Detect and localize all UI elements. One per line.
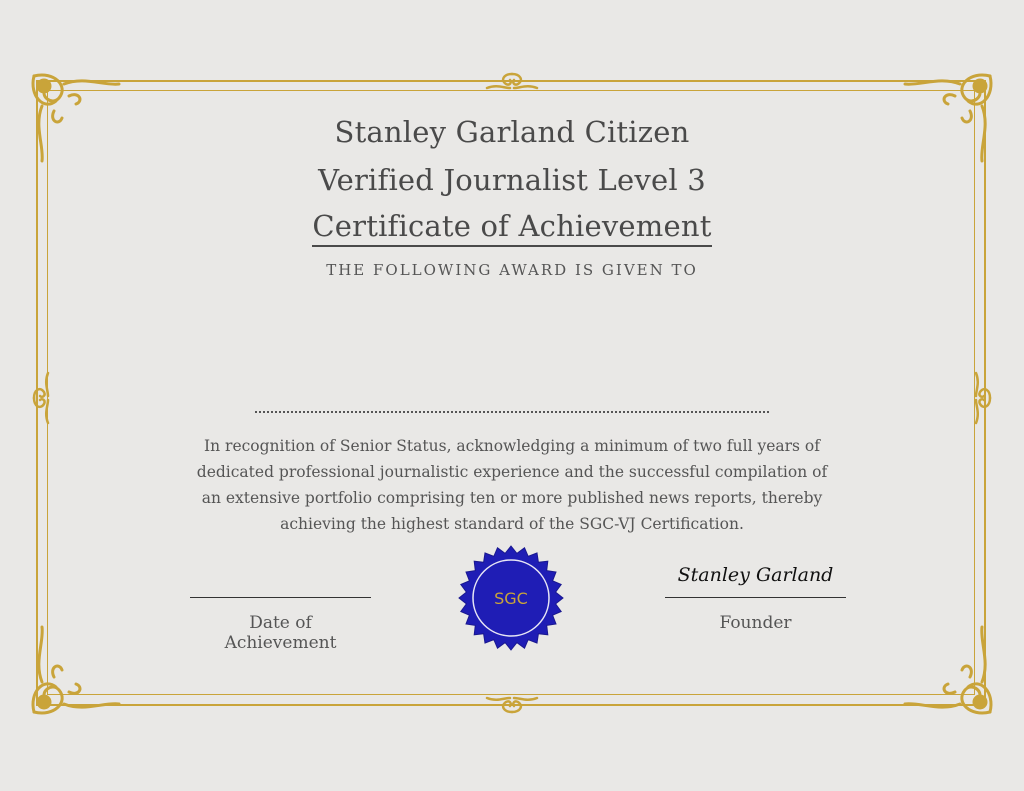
top-center-ornament bbox=[482, 70, 542, 94]
certificate-heading: Certificate of Achievement bbox=[312, 209, 711, 247]
sgc-seal bbox=[458, 545, 564, 651]
title-line-2: Verified Journalist Level 3 bbox=[318, 163, 706, 197]
seal-text: SGC bbox=[494, 589, 528, 608]
corner-ornament-bottom-left bbox=[24, 612, 134, 722]
left-center-ornament bbox=[30, 368, 54, 428]
founder-caption: Founder bbox=[719, 613, 792, 633]
date-caption-text: Date of Achievement bbox=[224, 613, 337, 653]
date-of-achievement-caption bbox=[190, 613, 371, 653]
right-center-ornament bbox=[970, 368, 994, 428]
recipient-name-line bbox=[255, 411, 769, 413]
corner-ornament-bottom-right bbox=[890, 612, 1000, 722]
title-line-3-wrapper bbox=[0, 209, 1024, 243]
recognition-text: In recognition of Senior Status, acknowledging a minimum of two full years of dedicated professional journalistic experience and the successful compilation of an extensive portfolio comprising ten or more published news reports, thereby achieving the highest standard of the SGC-VJ Certification. bbox=[196, 437, 828, 533]
date-signature-line bbox=[190, 597, 371, 598]
founder-signature-line bbox=[665, 597, 846, 598]
founder-signature: Stanley Garland bbox=[677, 564, 834, 586]
bottom-center-ornament bbox=[482, 692, 542, 716]
award-subtitle: THE FOLLOWING AWARD IS GIVEN TO bbox=[326, 261, 698, 279]
title-line-1: Stanley Garland Citizen bbox=[334, 115, 690, 149]
